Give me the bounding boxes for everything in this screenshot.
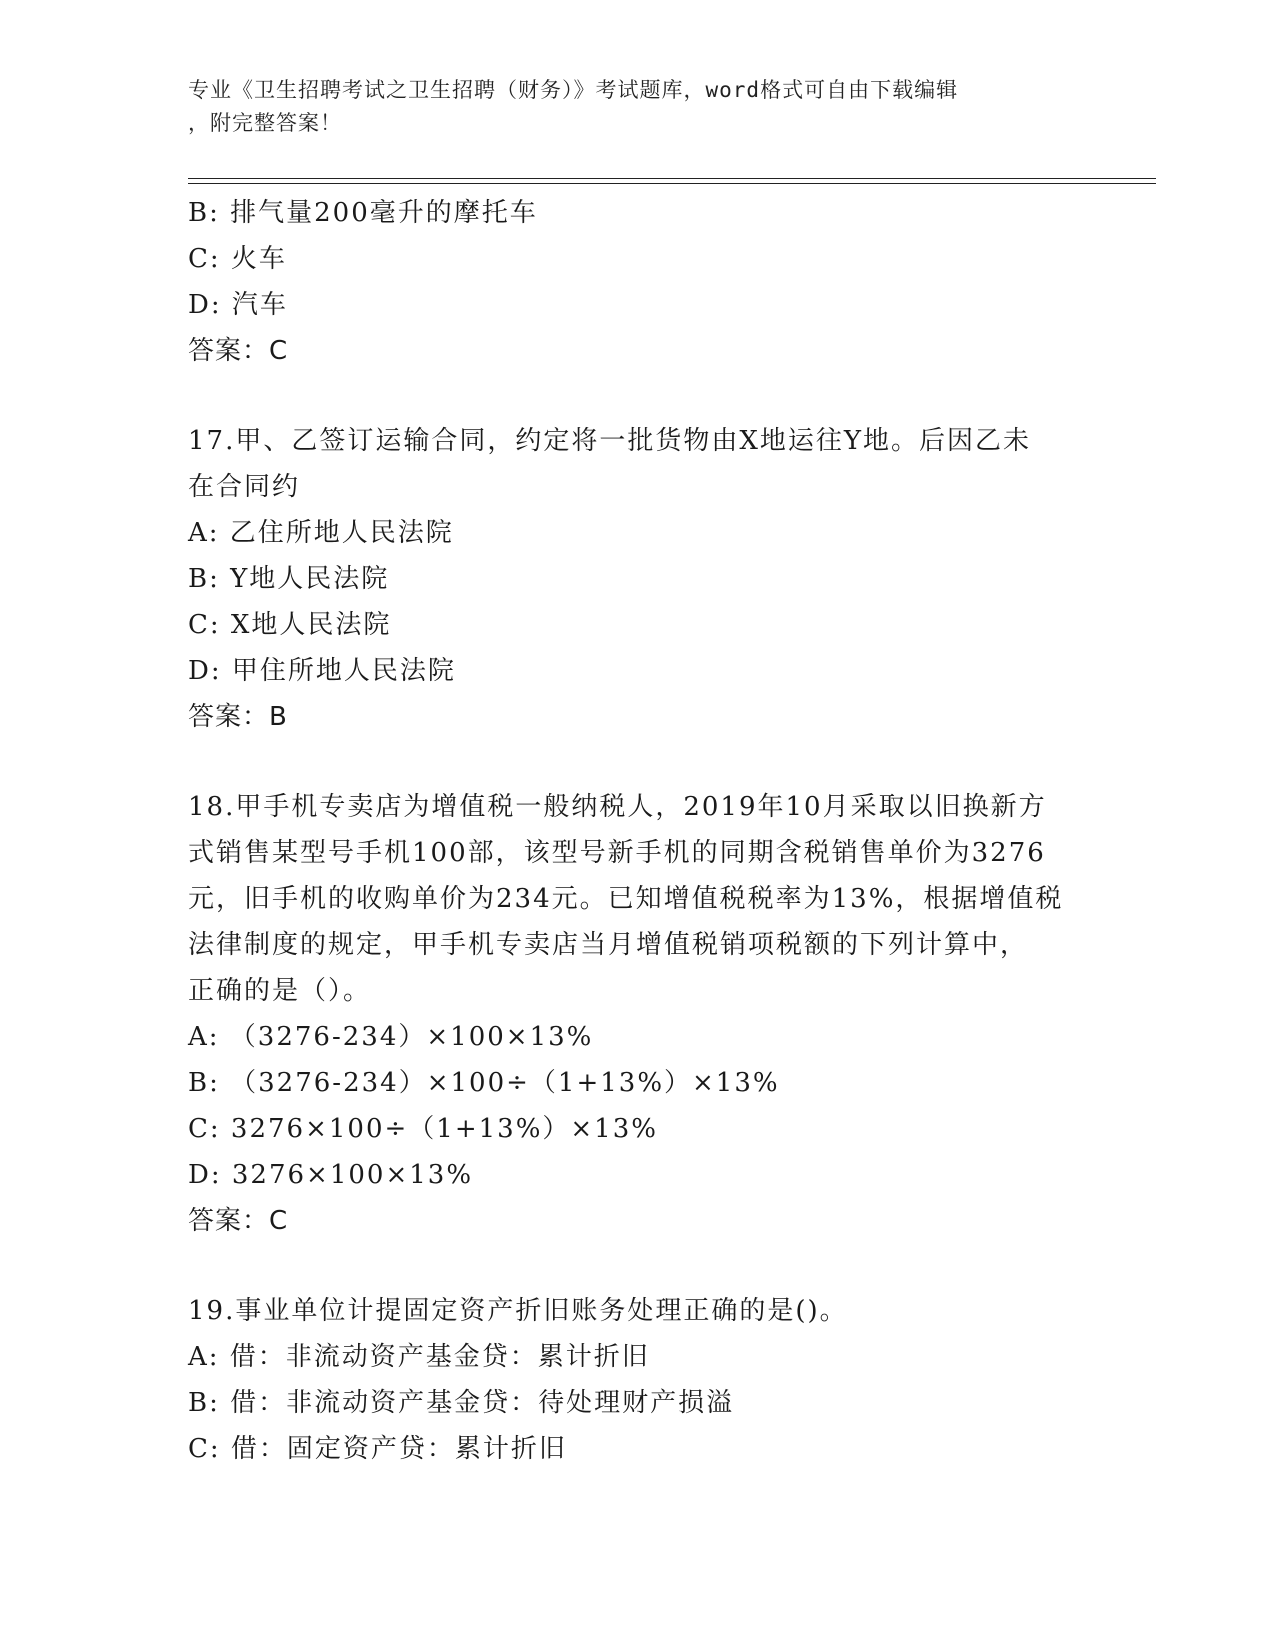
question-stem-line: 正确的是（）。 bbox=[188, 976, 372, 1006]
option-b: B: 排气量200毫升的摩托车 bbox=[188, 198, 538, 228]
header-rule-bottom bbox=[188, 183, 1156, 184]
option-b: B: （3276-234）×100÷（1+13%）×13% bbox=[188, 1068, 780, 1098]
question-17 bbox=[188, 418, 1088, 740]
option-b: B: Y地人民法院 bbox=[188, 564, 390, 594]
option-a: A: 乙住所地人民法院 bbox=[188, 518, 454, 548]
question-stem-line: 元，旧手机的收购单价为234元。已知增值税税率为13%，根据增值税 bbox=[188, 884, 1064, 914]
answer: 答案：C bbox=[188, 336, 289, 366]
spacer bbox=[188, 740, 1088, 784]
header-line-1: 专业《卫生招聘考试之卫生招聘（财务）》考试题库，word格式可自由下载编辑 bbox=[188, 78, 959, 102]
option-a: A: 借：非流动资产基金贷：累计折旧 bbox=[188, 1342, 650, 1372]
question-stem-line: 式销售某型号手机100部，该型号新手机的同期含税销售单价为3276 bbox=[188, 838, 1046, 868]
header-line-2: ，附完整答案！ bbox=[188, 111, 342, 135]
option-d: D: 3276×100×13% bbox=[188, 1160, 474, 1190]
document-header bbox=[188, 74, 1068, 140]
question-18 bbox=[188, 784, 1088, 1244]
question-stem-line: 19.事业单位计提固定资产折旧账务处理正确的是()。 bbox=[188, 1296, 848, 1326]
answer: 答案：C bbox=[188, 1206, 289, 1236]
question-19 bbox=[188, 1288, 1088, 1472]
question-stem-line: 法律制度的规定，甲手机专卖店当月增值税销项税额的下列计算中， bbox=[188, 930, 1029, 960]
question-list bbox=[188, 190, 1088, 1472]
option-d: D: 汽车 bbox=[188, 290, 288, 320]
option-c: C: 借：固定资产贷：累计折旧 bbox=[188, 1434, 567, 1464]
spacer bbox=[188, 1244, 1088, 1288]
option-b: B: 借：非流动资产基金贷：待处理财产损溢 bbox=[188, 1388, 735, 1418]
answer: 答案：B bbox=[188, 702, 288, 732]
option-d: D: 甲住所地人民法院 bbox=[188, 656, 456, 686]
question-16 bbox=[188, 190, 1088, 374]
header-rule-top bbox=[188, 178, 1156, 179]
question-stem-line: 在合同约 bbox=[188, 472, 301, 502]
option-c: C: 3276×100÷（1+13%）×13% bbox=[188, 1114, 658, 1144]
option-c: C: 火车 bbox=[188, 244, 287, 274]
option-a: A: （3276-234）×100×13% bbox=[188, 1022, 594, 1052]
question-stem-line: 18.甲手机专卖店为增值税一般纳税人，2019年10月采取以旧换新方 bbox=[188, 792, 1047, 822]
option-c: C: X地人民法院 bbox=[188, 610, 392, 640]
question-stem-line: 17.甲、乙签订运输合同，约定将一批货物由X地运往Y地。后因乙未 bbox=[188, 426, 1032, 456]
spacer bbox=[188, 374, 1088, 418]
